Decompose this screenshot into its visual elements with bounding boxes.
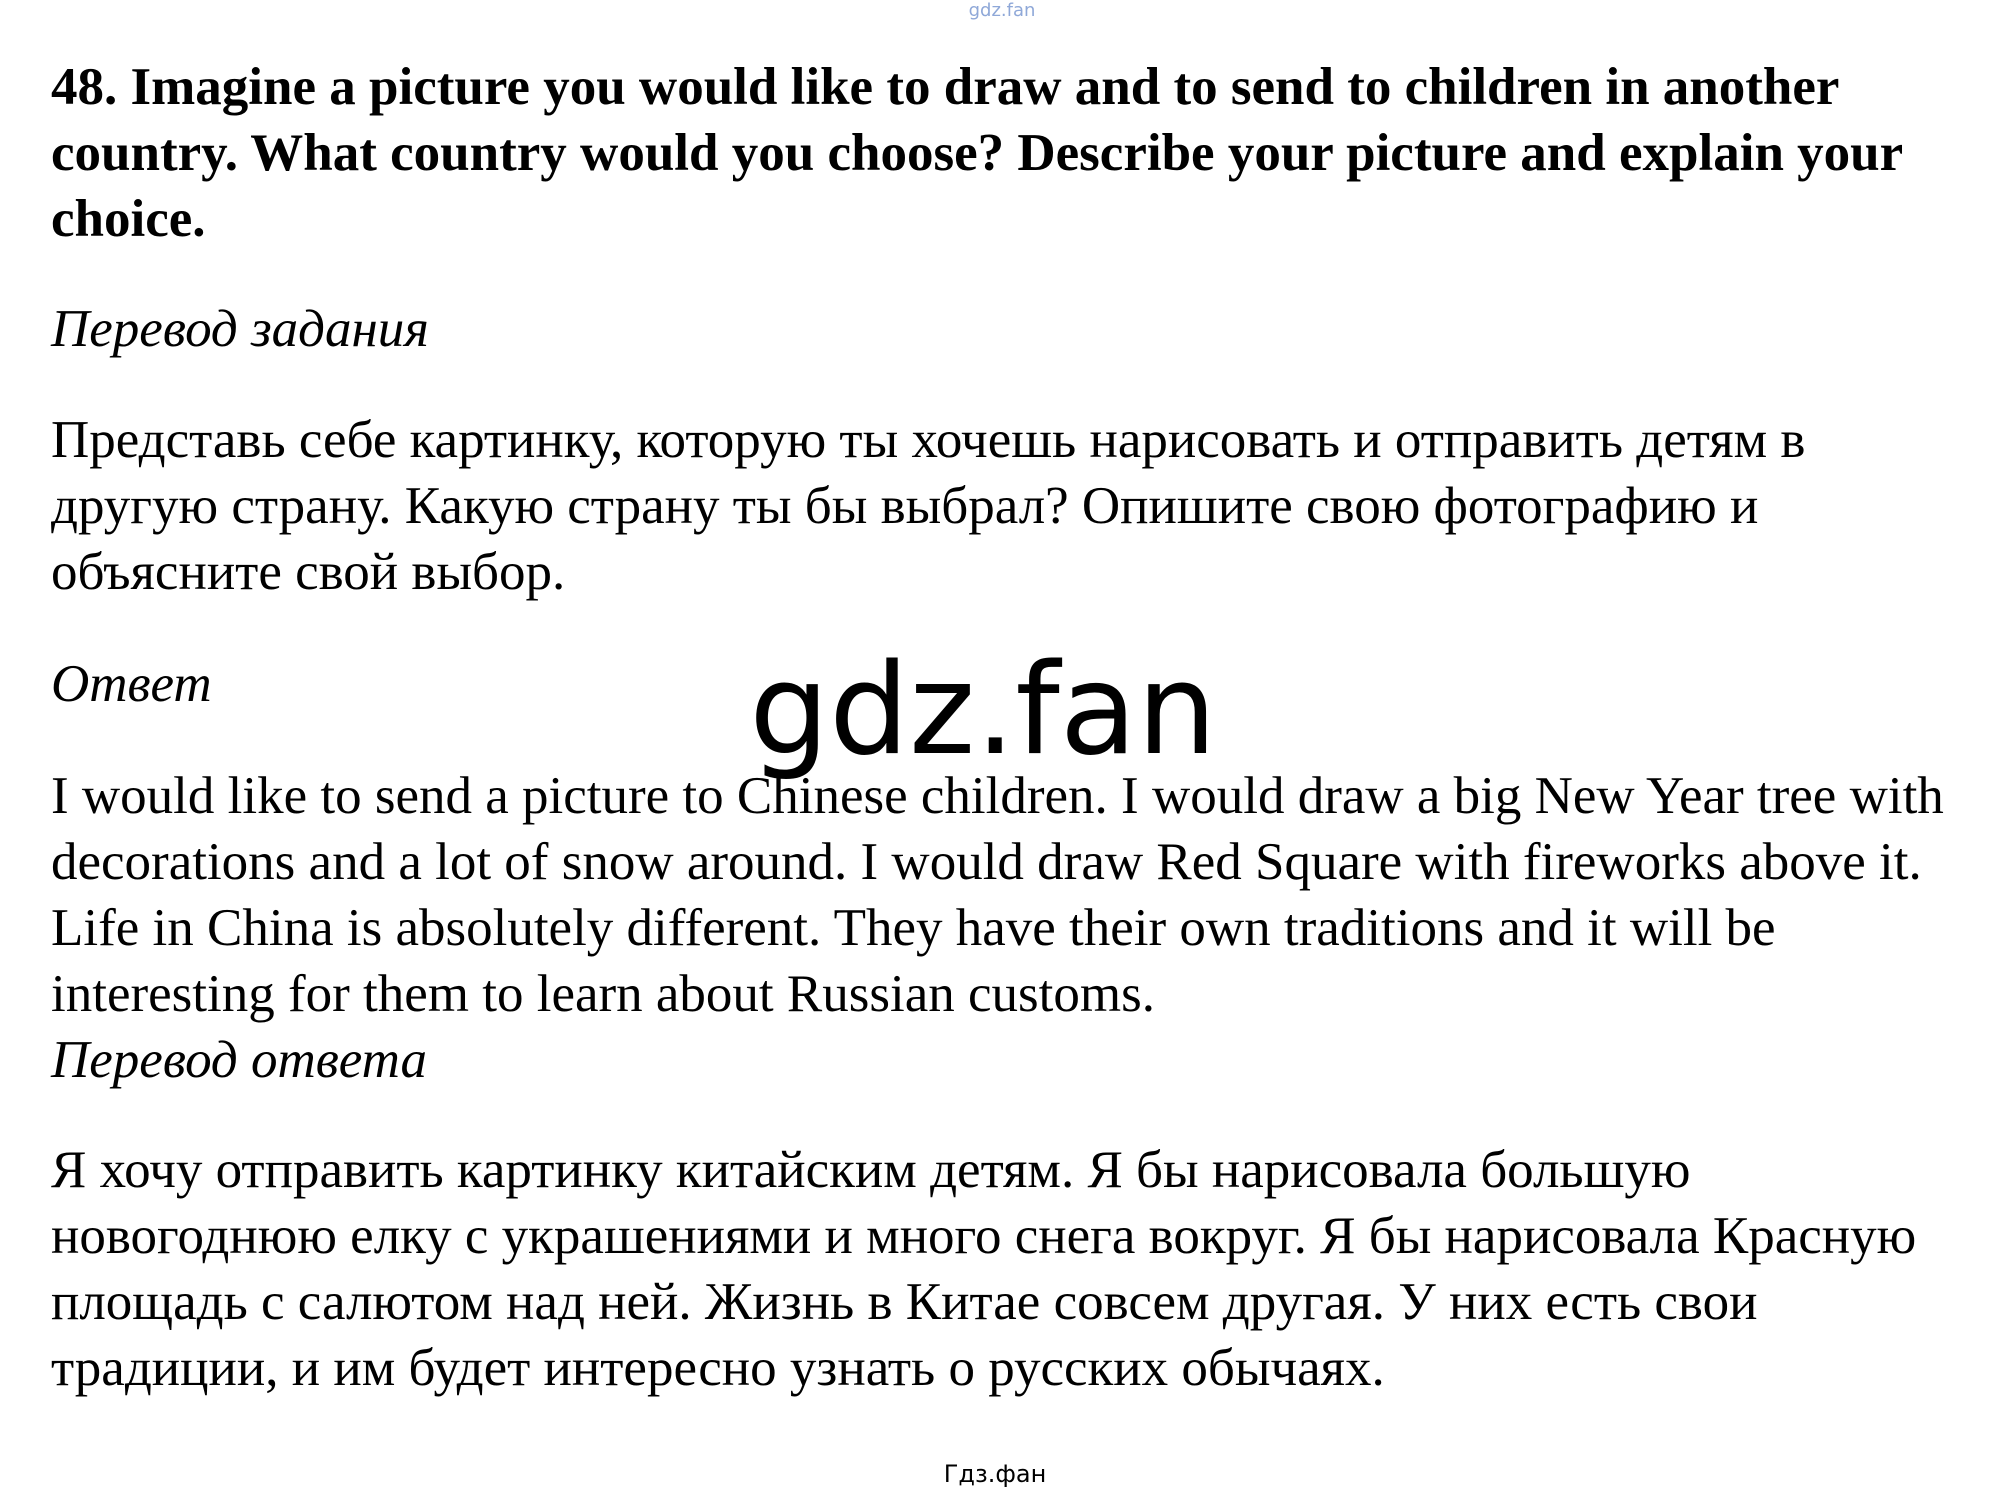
center-watermark: gdz.fan: [749, 636, 1217, 783]
answer-label: Ответ: [51, 655, 212, 713]
task-title: 48. Imagine a picture you would like to draw and to send to children in another country. What country would you choose? Describe your picture and explain your choice.: [51, 58, 1903, 248]
task-translation-label: Перевод задания: [51, 300, 429, 358]
answer-translation-label: Перевод ответа: [51, 1031, 428, 1089]
task-translation-text: Представь себе картинку, которую ты хочешь нарисовать и отправить детям в другую страну. Какую страну ты бы выбрал? Опишите свою фотографию и объясните свой выбор.: [51, 411, 1806, 601]
top-watermark: gdz.fan: [968, 0, 1036, 21]
answer-text: I would like to send a picture to Chinese children. I would draw a big New Year tree with decorations and a lot of snow around. I would draw Red Square with fireworks above it. Life in China is absolutely different. They have their own traditions and it will be interesting for them to learn about Russian customs.: [51, 767, 1944, 1023]
answer-translation-text: Я хочу отправить картинку китайским детям. Я бы нарисовала большую новогоднюю елку с украшениями и много снега вокруг. Я бы нарисовала Красную площадь с салютом над ней. Жизнь в Китае совсем другая. У них есть свои традиции, и им будет интересно узнать о русских обычаях.: [51, 1141, 1917, 1397]
footer-watermark: Гдз.фан: [943, 1460, 1047, 1488]
